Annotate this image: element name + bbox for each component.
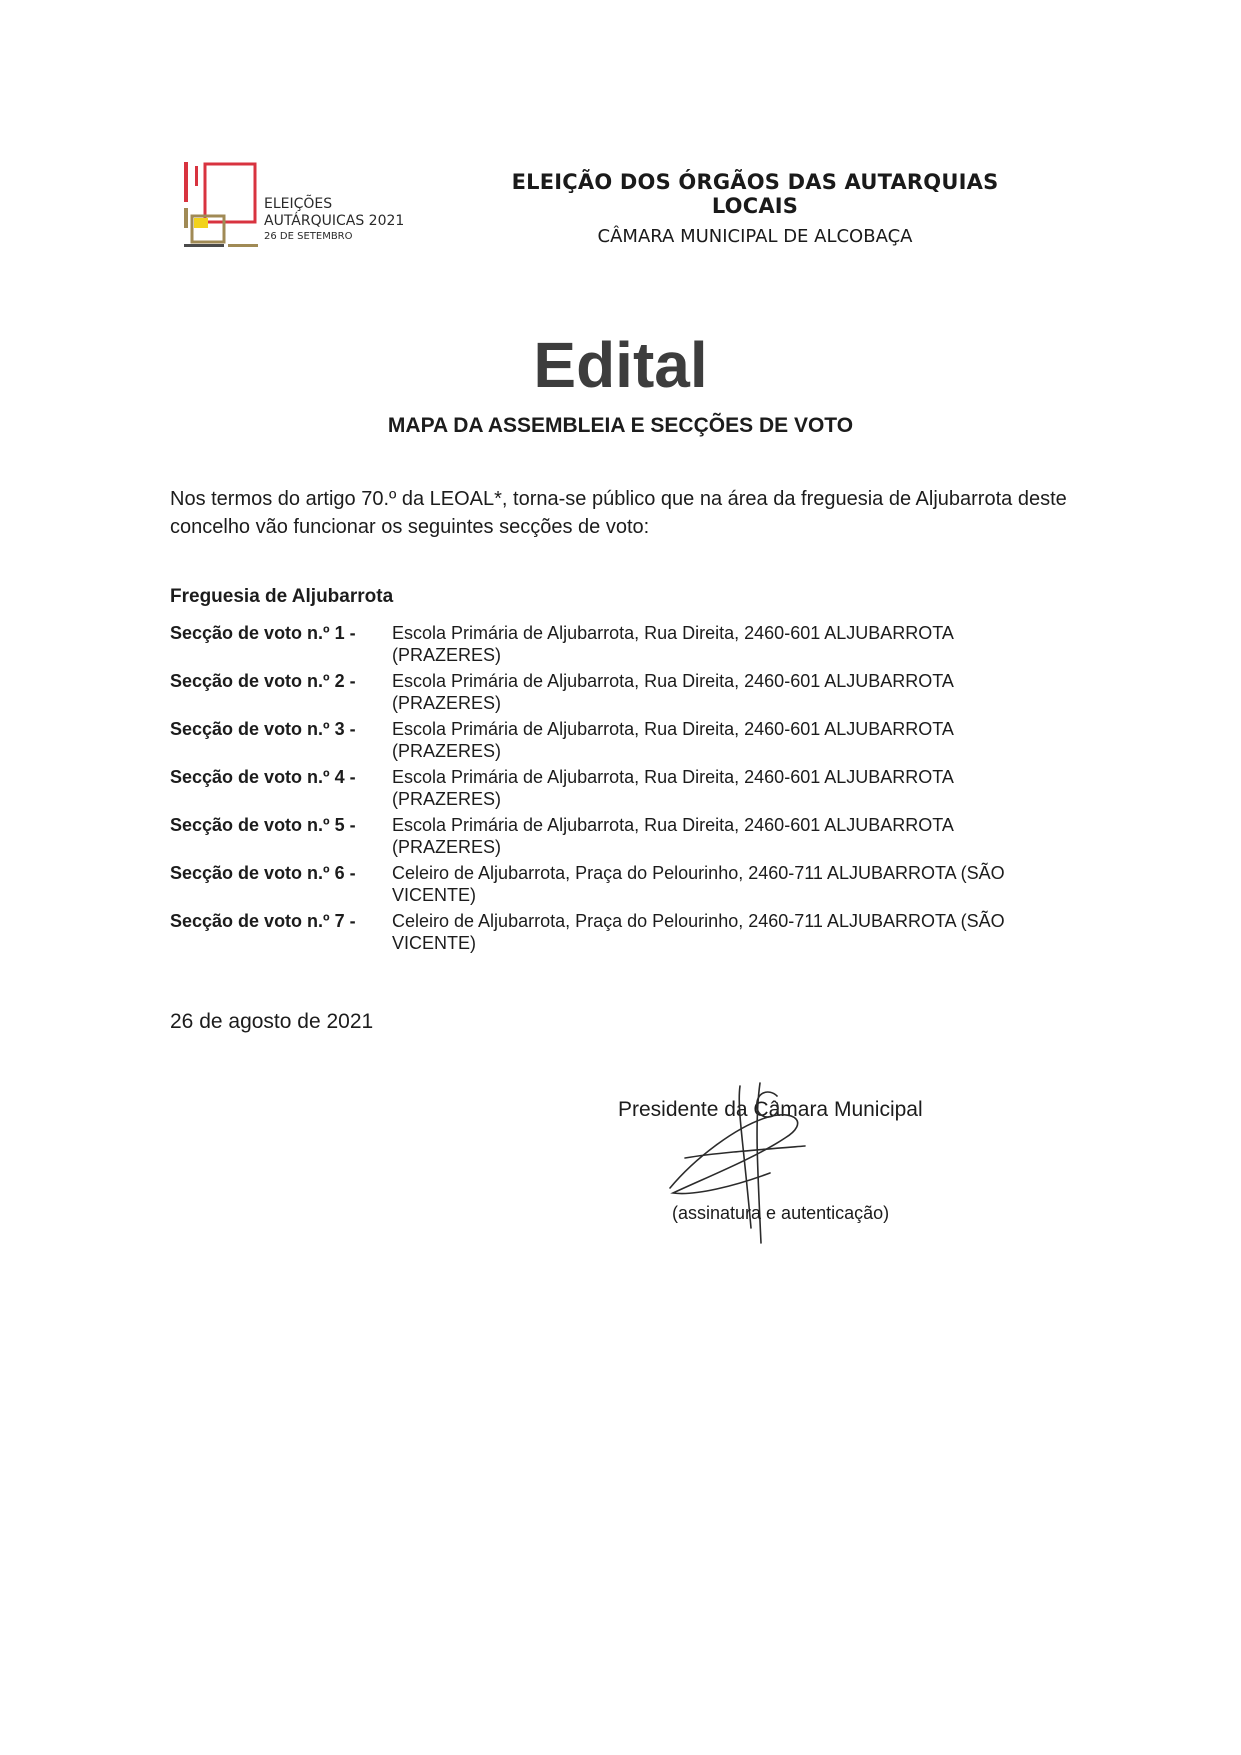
section-label: Secção de voto n.º 3 - [170, 719, 356, 739]
document-header [470, 170, 1040, 247]
signer-title: Presidente da Câmara Municipal [618, 1098, 923, 1121]
section-address: Escola Primária de Aljubarrota, Rua Direita, 2460-601 ALJUBARROTA (PRAZERES) [392, 719, 953, 761]
section-label: Secção de voto n.º 1 - [170, 623, 356, 643]
section-address: Escola Primária de Aljubarrota, Rua Direita, 2460-601 ALJUBARROTA (PRAZERES) [392, 671, 953, 713]
document-subtitle: MAPA DA ASSEMBLEIA E SECÇÕES DE VOTO [387, 414, 854, 437]
section-row [170, 862, 1070, 910]
section-address: Escola Primária de Aljubarrota, Rua Direita, 2460-601 ALJUBARROTA (PRAZERES) [392, 767, 953, 809]
election-logo [182, 160, 422, 255]
document-date: 26 de agosto de 2021 [170, 1010, 374, 1033]
section-address: Celeiro de Aljubarrota, Praça do Pelourinho, 2460-711 ALJUBARROTA (SÃO VICENTE) [392, 911, 1005, 953]
section-row [170, 910, 1070, 958]
voting-sections-list [170, 622, 1070, 958]
parish-heading: Freguesia de Aljubarrota [170, 586, 394, 607]
section-address: Escola Primária de Aljubarrota, Rua Direita, 2460-601 ALJUBARROTA (PRAZERES) [392, 815, 953, 857]
section-label: Secção de voto n.º 6 - [170, 863, 356, 883]
logo-text-date: 26 DE SETEMBRO [264, 231, 353, 242]
section-label: Secção de voto n.º 2 - [170, 671, 356, 691]
election-logo-icon [182, 160, 262, 250]
section-label: Secção de voto n.º 7 - [170, 911, 356, 931]
section-label: Secção de voto n.º 5 - [170, 815, 356, 835]
document-title: Edital [533, 329, 708, 401]
section-address: Celeiro de Aljubarrota, Praça do Pelourinho, 2460-711 ALJUBARROTA (SÃO VICENTE) [392, 863, 1005, 905]
logo-text-line1: ELEIÇÕES [264, 196, 333, 212]
section-address: Escola Primária de Aljubarrota, Rua Direita, 2460-601 ALJUBARROTA (PRAZERES) [392, 623, 953, 665]
section-row [170, 670, 1070, 718]
header-title: ELEIÇÃO DOS ÓRGÃOS DAS AUTARQUIAS LOCAIS [511, 170, 999, 218]
section-row [170, 814, 1070, 862]
intro-paragraph: Nos termos do artigo 70.º da LEOAL*, torna-se público que na área da freguesia de Aljubarrota deste concelho vão funcionar os seguintes secções de voto: [170, 488, 1067, 538]
section-row [170, 766, 1070, 814]
signature-note: (assinatura e autenticação) [672, 1203, 890, 1223]
section-row [170, 718, 1070, 766]
section-label: Secção de voto n.º 4 - [170, 767, 356, 787]
logo-text-line2: AUTÁRQUICAS 2021 [264, 213, 405, 229]
section-row [170, 622, 1070, 670]
header-subtitle: CÂMARA MUNICIPAL DE ALCOBAÇA [597, 226, 913, 247]
